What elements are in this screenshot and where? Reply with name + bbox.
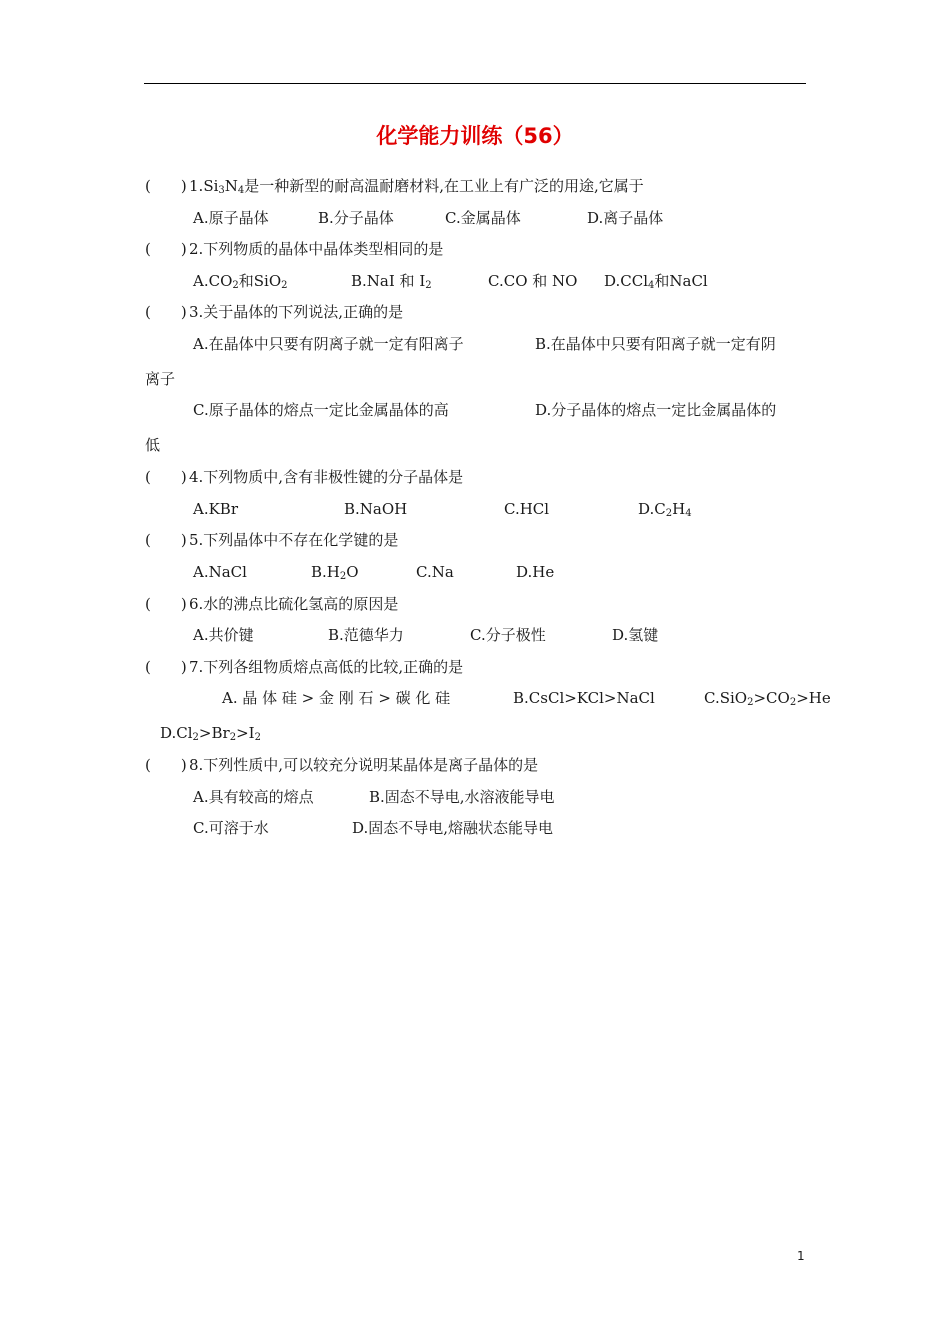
question-8-option-c: C.可溶于水 bbox=[193, 819, 269, 837]
answer-blank: ( ) bbox=[145, 595, 187, 613]
question-2-option-a: $A.CO_2$和SiO$_2$ bbox=[193, 272, 288, 291]
question-1-option-d: D.离子晶体 bbox=[587, 209, 664, 227]
answer-blank: ( ) bbox=[145, 177, 187, 195]
question-5-option-d: D.He bbox=[516, 563, 555, 581]
question-1-option-a: A.原子晶体 bbox=[193, 209, 269, 227]
question-3-stem: ( ) 3.关于晶体的下列说法,正确的是 bbox=[145, 303, 404, 321]
question-7-stem: ( ) 7.下列各组物质熔点高低的比较,正确的是 bbox=[145, 658, 464, 676]
question-3-option-d-continued: 低 bbox=[145, 436, 161, 454]
question-2-option-b: B.NaI 和 $I_2$ bbox=[351, 272, 432, 291]
question-7-option-a: A. 晶 体 硅 > 金 刚 石 > 碳 化 硅 bbox=[222, 689, 451, 707]
answer-blank: ( ) bbox=[145, 756, 187, 774]
question-1-option-b: B.分子晶体 bbox=[318, 209, 394, 227]
page-number: 1 bbox=[797, 1249, 805, 1263]
page-title: 化学能力训练（56） bbox=[376, 124, 574, 148]
question-3-option-b-continued: 离子 bbox=[145, 370, 176, 388]
question-7-option-b: B.CsCl>KCl>NaCl bbox=[513, 689, 655, 707]
answer-blank: ( ) bbox=[145, 531, 187, 549]
question-2-option-c: C.CO 和 NO bbox=[488, 272, 578, 290]
question-6-option-b: B.范德华力 bbox=[328, 626, 404, 644]
question-1-option-c: C.金属晶体 bbox=[445, 209, 521, 227]
answer-blank: ( ) bbox=[145, 468, 187, 486]
question-8-stem: ( ) 8.下列性质中,可以较充分说明某晶体是离子晶体的是 bbox=[145, 756, 539, 774]
answer-blank: ( ) bbox=[145, 240, 187, 258]
question-5-stem: ( ) 5.下列晶体中不存在化学键的是 bbox=[145, 531, 399, 549]
question-8-option-d: D.固态不导电,熔融状态能导电 bbox=[352, 819, 554, 837]
question-8-option-a: A.具有较高的熔点 bbox=[193, 788, 314, 806]
question-6-option-d: D.氢键 bbox=[612, 626, 659, 644]
question-2-stem: ( ) 2.下列物质的晶体中晶体类型相同的是 bbox=[145, 240, 444, 258]
question-6-option-c: C.分子极性 bbox=[470, 626, 546, 644]
answer-blank: ( ) bbox=[145, 658, 187, 676]
question-7-option-d: $D.Cl_2>Br_2>I_2$ bbox=[160, 724, 261, 743]
question-4-option-d: $D.C_2H_4$ bbox=[638, 500, 692, 519]
question-3-option-a: A.在晶体中只要有阴离子就一定有阳离子 bbox=[193, 335, 464, 353]
question-6-stem: ( ) 6.水的沸点比硫化氢高的原因是 bbox=[145, 595, 399, 613]
header-rule bbox=[144, 83, 806, 84]
question-6-option-a: A.共价键 bbox=[193, 626, 254, 644]
question-2-option-d: D.CCl$_4$和NaCl bbox=[604, 272, 708, 291]
question-3-option-c: C.原子晶体的熔点一定比金属晶体的高 bbox=[193, 401, 449, 419]
question-5-option-b: $B.H_2O$ bbox=[311, 563, 359, 582]
question-3-option-b: B.在晶体中只要有阳离子就一定有阴 bbox=[535, 335, 776, 353]
question-5-option-c: C.Na bbox=[416, 563, 454, 581]
question-4-option-c: C.HCl bbox=[504, 500, 550, 518]
question-5-option-a: A.NaCl bbox=[193, 563, 247, 581]
question-1-stem: ( ) $1.Si_3N_4$是一种新型的耐高温耐磨材料,在工业上有广泛的用途,它属于 bbox=[145, 177, 644, 196]
question-7-option-c: $C.SiO_2>CO_2>He$ bbox=[704, 689, 831, 708]
answer-blank: ( ) bbox=[145, 303, 187, 321]
question-4-stem: ( ) 4.下列物质中,含有非极性键的分子晶体是 bbox=[145, 468, 464, 486]
question-4-option-a: A.KBr bbox=[193, 500, 238, 518]
question-8-option-b: B.固态不导电,水溶液能导电 bbox=[369, 788, 555, 806]
question-4-option-b: B.NaOH bbox=[344, 500, 408, 518]
question-3-option-d: D.分子晶体的熔点一定比金属晶体的 bbox=[535, 401, 777, 419]
